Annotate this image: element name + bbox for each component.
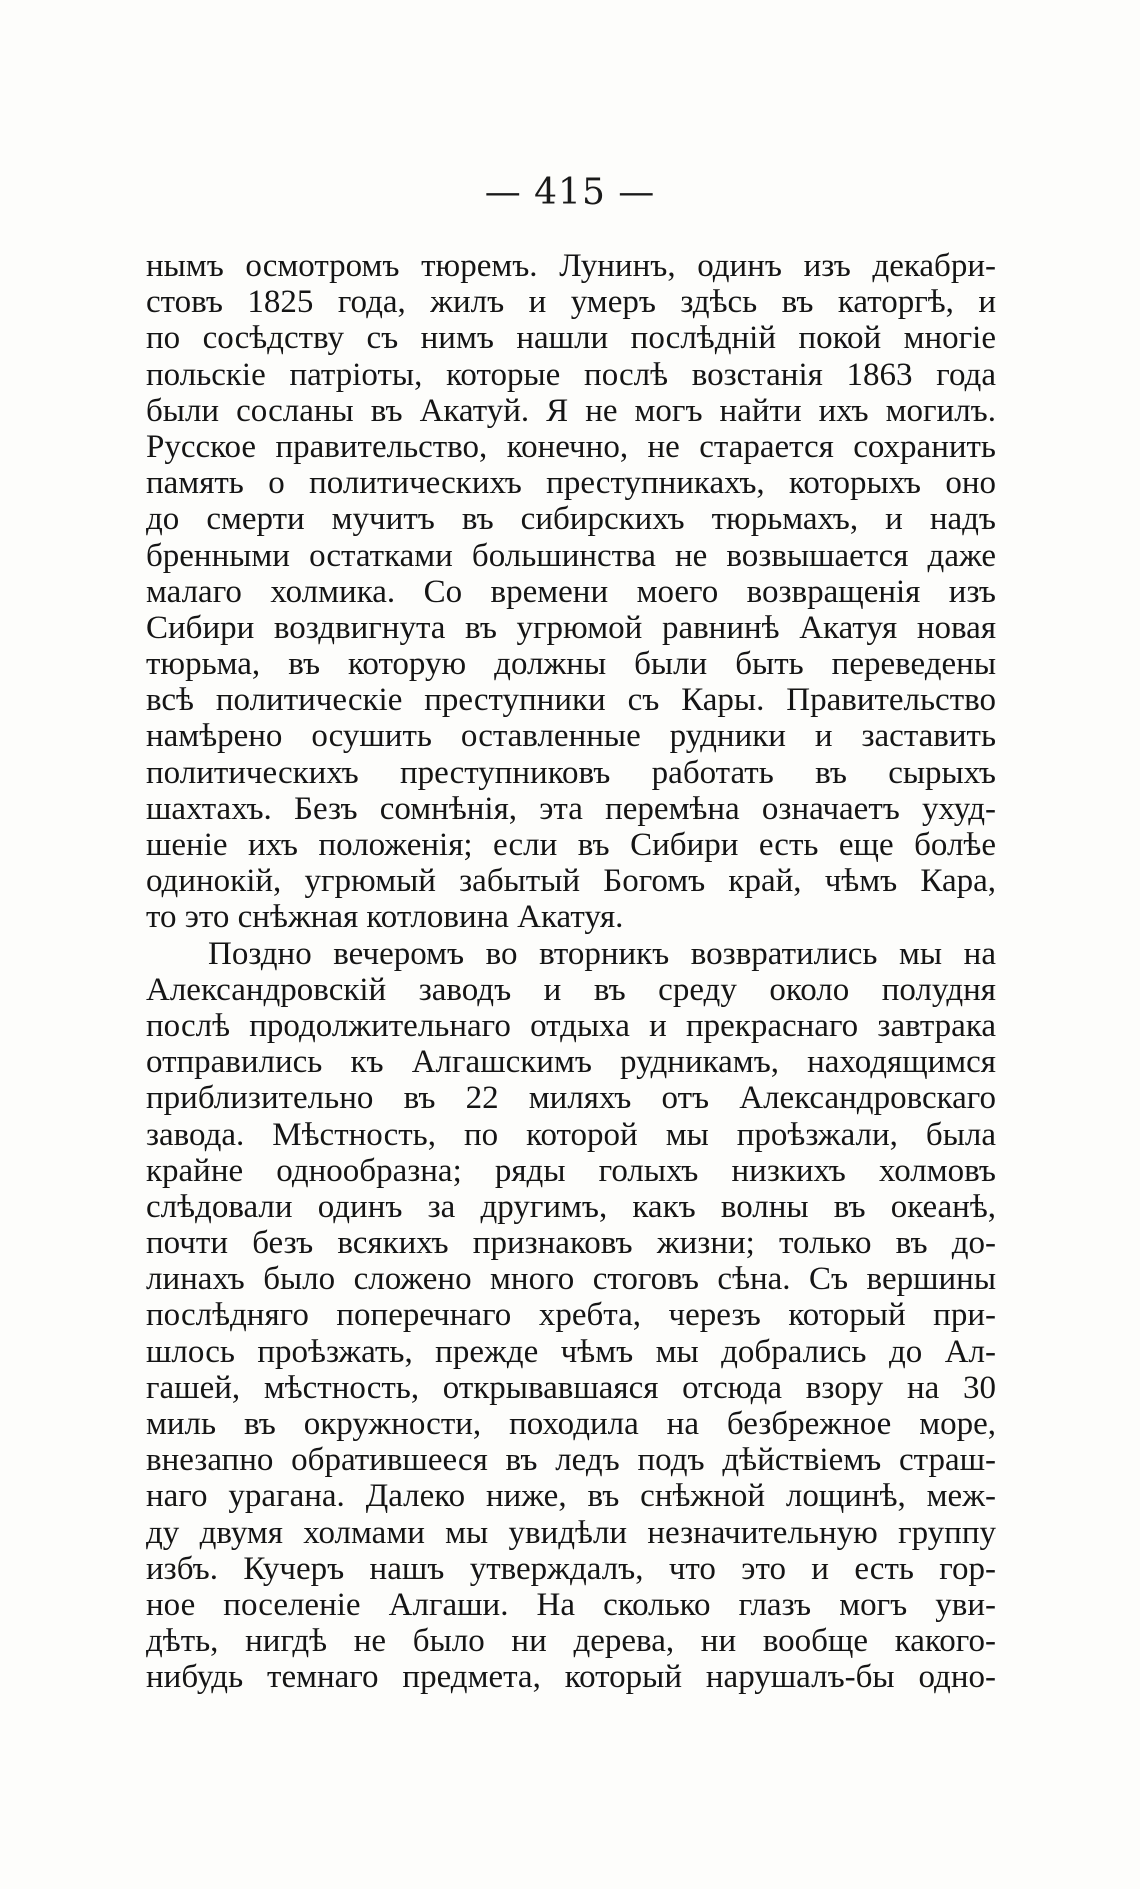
- body-text: [146, 248, 996, 1696]
- text-line: наго урагана. Далеко ниже, въ снѣжной лощинѣ, меж-: [146, 1478, 996, 1515]
- text-line: Поздно вечеромъ во вторникъ возвратились мы на: [208, 935, 996, 972]
- text-line: гашей, мѣстность, открывавшаяся отсюда взору на 30: [146, 1369, 996, 1406]
- text-line: почти безъ всякихъ признаковъ жизни; только въ до-: [146, 1225, 996, 1262]
- text-line: шлось проѣзжать, прежде чѣмъ мы добрались до Ал-: [146, 1333, 996, 1370]
- text-line: одинокій, угрюмый забытый Богомъ край, чѣмъ Кара,: [146, 863, 996, 900]
- text-line: послѣ продолжительнаго отдыха и прекраснаго завтрака: [146, 1007, 996, 1044]
- text-line: по сосѣдству съ нимъ нашли послѣдній покой многіе: [146, 320, 996, 357]
- text-line: внезапно обратившееся въ ледъ подъ дѣйствіемъ страш-: [146, 1442, 996, 1479]
- text-line: Русское правительство, конечно, не старается сохранить: [146, 428, 996, 465]
- text-line: слѣдовали одинъ за другимъ, какъ волны въ океанѣ,: [146, 1188, 996, 1225]
- text-line: бренными остатками большинства не возвышается даже: [146, 537, 996, 574]
- text-line: память о политическихъ преступникахъ, которыхъ оно: [146, 465, 996, 502]
- text-line: нибудь темнаго предмета, который нарушалъ-бы одно-: [146, 1659, 996, 1696]
- text-line: намѣрено осушить оставленные рудники и заставить: [146, 718, 996, 755]
- text-line: миль въ окружности, походила на безбрежное море,: [146, 1406, 996, 1442]
- paragraph-2: [146, 936, 996, 1696]
- text-line: всѣ политическіе преступники съ Кары. Правительство: [146, 682, 996, 719]
- paragraph-1: [146, 248, 996, 936]
- text-line: отправились къ Алгашскимъ рудникамъ, находящимся: [146, 1044, 996, 1081]
- text-line: дѣть, нигдѣ не было ни дерева, ни вообще какого-: [146, 1623, 996, 1660]
- text-line: то это снѣжная котловина Акатуя.: [146, 899, 624, 936]
- text-line: стовъ 1825 года, жилъ и умеръ здѣсь въ каторгѣ, и: [146, 284, 996, 321]
- text-line: Александровскій заводъ и въ среду около полудня: [146, 971, 996, 1008]
- text-line: послѣдняго поперечнаго хребта, черезъ который при-: [146, 1297, 996, 1334]
- text-line: польскіе патріоты, которые послѣ возстанія 1863 года: [146, 356, 996, 393]
- text-line: избъ. Кучеръ нашъ утверждалъ, что это и есть гор-: [146, 1550, 996, 1587]
- text-line: до смерти мучитъ въ сибирскихъ тюрьмахъ, и надъ: [146, 501, 996, 538]
- text-line: ное поселеніе Алгаши. На сколько глазъ могъ уви-: [146, 1586, 996, 1623]
- text-line: приблизительно въ 22 миляхъ отъ Александровскаго: [146, 1080, 996, 1117]
- text-line: были сосланы въ Акатуй. Я не могъ найти ихъ могилъ.: [146, 392, 996, 429]
- text-line: шеніе ихъ положенія; если въ Сибири есть еще болѣе: [146, 827, 996, 863]
- text-line: политическихъ преступниковъ работать въ сырыхъ: [146, 754, 996, 791]
- text-line: завода. Мѣстность, по которой мы проѣзжали, была: [146, 1116, 996, 1153]
- text-line: нымъ осмотромъ тюремъ. Лунинъ, одинъ изъ декабри-: [146, 248, 996, 284]
- text-line: Сибири воздвигнута въ угрюмой равнинѣ Акатуя новая: [146, 609, 996, 646]
- text-line: крайне однообразна; ряды голыхъ низкихъ холмовъ: [146, 1152, 996, 1189]
- text-line: малаго холмика. Со времени моего возвращенія изъ: [146, 573, 996, 610]
- text-line: ду двумя холмами мы увидѣли незначительную группу: [146, 1514, 996, 1551]
- text-line: тюрьма, въ которую должны были быть переведены: [146, 646, 996, 683]
- text-line: шахтахъ. Безъ сомнѣнія, эта перемѣна означаетъ ухуд-: [146, 790, 996, 827]
- page-number: — 415 —: [484, 172, 656, 213]
- text-line: линахъ было сложено много стоговъ сѣна. Съ вершины: [146, 1261, 996, 1298]
